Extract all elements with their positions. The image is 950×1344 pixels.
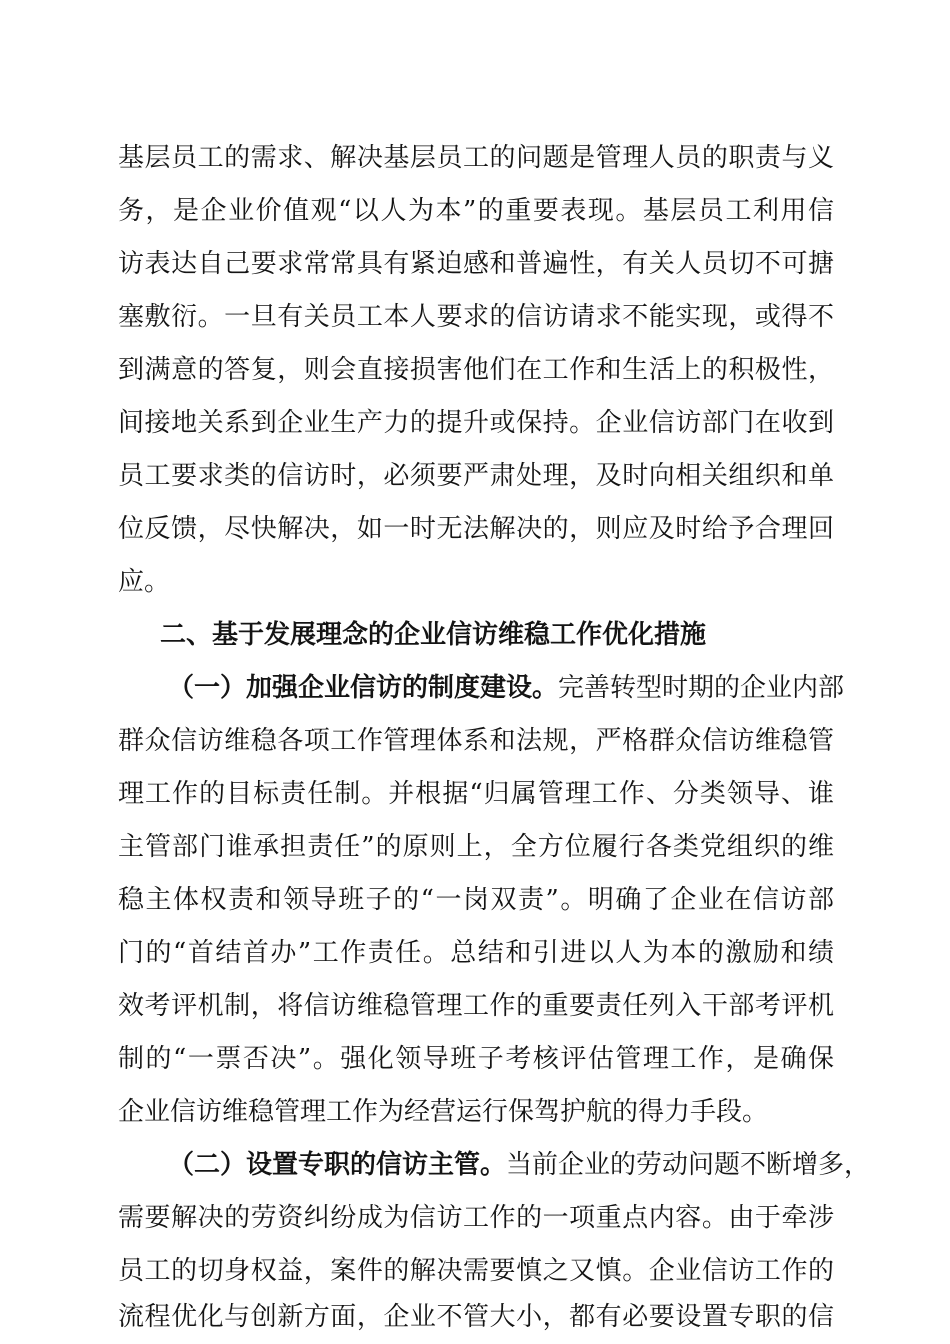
subsection-text: 完善转型时期的企业内部 bbox=[558, 673, 845, 703]
subsection-first-line bbox=[168, 671, 845, 705]
paragraph-line: 需要解决的劳资纠纷成为信访工作的一项重点内容。由于牵涉 bbox=[118, 1203, 834, 1233]
paragraph-line: 塞敷衍。一旦有关员工本人要求的信访请求不能实现，或得不 bbox=[118, 302, 834, 332]
paragraph-line: 员工要求类的信访时，必须要严肃处理，及时向相关组织和单 bbox=[118, 461, 834, 491]
paragraph-line: 访表达自己要求常常具有紧迫感和普遍性，有关人员切不可搪 bbox=[118, 249, 834, 279]
paragraph-line: 理工作的目标责任制。并根据“归属管理工作、分类领导、谁 bbox=[118, 779, 834, 809]
paragraph-line: 稳主体权责和领导班子的“一岗双责”。明确了企业在信访部 bbox=[118, 885, 834, 915]
paragraph-line: 应。 bbox=[118, 567, 171, 597]
paragraph-line: 门的“首结首办”工作责任。总结和引进以人为本的激励和绩 bbox=[118, 938, 834, 968]
subsection-first-line bbox=[168, 1148, 871, 1182]
paragraph-line: 效考评机制，将信访维稳管理工作的重要责任列入干部考评机 bbox=[118, 991, 834, 1021]
paragraph-line: 制的“一票否决”。强化领导班子考核评估管理工作，是确保 bbox=[118, 1044, 834, 1074]
paragraph-line: 主管部门谁承担责任”的原则上，全方位履行各类党组织的维 bbox=[118, 832, 834, 862]
paragraph-line: 基层员工的需求、解决基层员工的问题是管理人员的职责与义 bbox=[118, 143, 834, 173]
paragraph-line: 群众信访维稳各项工作管理体系和法规，严格群众信访维稳管 bbox=[118, 726, 834, 756]
subsection-title: （一）加强企业信访的制度建设。 bbox=[168, 673, 559, 703]
paragraph-line: 务，是企业价值观“以人为本”的重要表现。基层员工利用信 bbox=[118, 196, 834, 226]
paragraph-line: 员工的切身权益，案件的解决需要慎之又慎。企业信访工作的 bbox=[118, 1256, 834, 1286]
paragraph-line: 位反馈，尽快解决，如一时无法解决的，则应及时给予合理回 bbox=[118, 514, 834, 544]
paragraph-line: 流程优化与创新方面，企业不管大小，都有必要设置专职的信 bbox=[118, 1302, 834, 1332]
subsection-text: 当前企业的劳动问题不断增多， bbox=[506, 1150, 871, 1180]
section-heading: 二、基于发展理念的企业信访维稳工作优化措施 bbox=[160, 620, 707, 650]
subsection-title: （二）设置专职的信访主管。 bbox=[168, 1150, 507, 1180]
paragraph-line: 间接地关系到企业生产力的提升或保持。企业信访部门在收到 bbox=[118, 408, 834, 438]
paragraph-line: 到满意的答复，则会直接损害他们在工作和生活上的积极性， bbox=[118, 355, 834, 385]
paragraph-line: 企业信访维稳管理工作为经营运行保驾护航的得力手段。 bbox=[118, 1097, 769, 1127]
